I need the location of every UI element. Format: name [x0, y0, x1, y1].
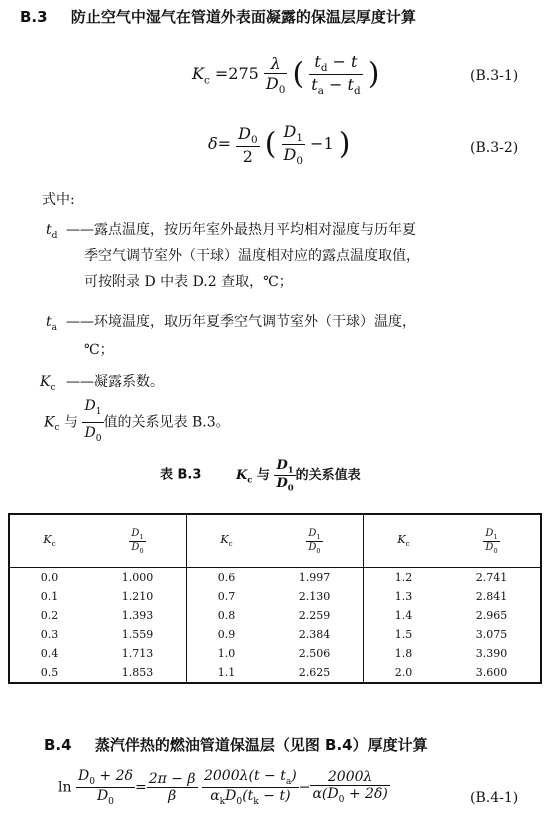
symbol: + 2δ)	[344, 786, 388, 803]
table-cell: 2.506	[266, 644, 363, 663]
table-cell: 1.853	[89, 663, 186, 683]
symbol: − t	[327, 52, 358, 71]
table-cell: 0.9	[217, 628, 236, 641]
where-label: 式中:	[42, 192, 75, 208]
symbol: α	[210, 787, 220, 804]
definition-td	[46, 220, 57, 246]
table-cell: 2.259	[266, 606, 363, 625]
table-cell: 2.0	[394, 666, 413, 679]
table-cell: 2.625	[266, 663, 363, 683]
fraction-surface-term	[310, 769, 389, 805]
symbol: D	[485, 541, 494, 553]
table-cell: 3.600	[475, 666, 508, 679]
header-kc	[186, 514, 266, 568]
fraction-denominator	[82, 422, 103, 449]
section-title: 蒸汽伴热的燃油管道保温层（见图 B.4）厚度计算	[94, 736, 428, 754]
table-cell: 1.1	[217, 666, 236, 679]
symbol: + 2δ	[94, 768, 133, 784]
table-cell: 2.841	[475, 590, 508, 603]
symbol: )	[291, 768, 297, 784]
symbol: D	[131, 527, 140, 539]
subscript: d	[320, 62, 328, 75]
fraction-denominator	[202, 787, 299, 807]
symbol: D	[276, 458, 288, 473]
table-cell: 0.2	[40, 609, 59, 622]
fraction-denominator	[306, 541, 322, 555]
table-cell: 3.075	[475, 628, 508, 641]
subscript: 0	[139, 546, 144, 555]
symbol: K	[397, 533, 406, 547]
subscript: 1	[316, 532, 321, 541]
symbol: D	[276, 475, 288, 491]
subscript: c	[247, 474, 253, 485]
right-paren: )	[338, 126, 351, 162]
subscript: c	[405, 539, 410, 549]
subscript: c	[51, 539, 56, 549]
fraction-denominator	[274, 475, 295, 493]
subscript: 1	[493, 532, 498, 541]
fraction-numerator	[274, 458, 295, 475]
symbol: K	[235, 467, 248, 483]
symbol: − t	[323, 75, 354, 95]
fraction-d0-over-2	[236, 124, 259, 166]
table-cell: 1.559	[89, 625, 186, 644]
table-cell: 2.965	[475, 609, 508, 622]
fraction-denominator	[309, 74, 362, 97]
formula-b3-2	[208, 122, 350, 167]
fraction-numerator: 2000λ	[327, 769, 373, 786]
table-cell: 0.1	[40, 590, 59, 603]
formula-symbol: K	[192, 64, 204, 84]
symbol: t	[314, 52, 321, 71]
symbol: D	[84, 424, 96, 441]
formula-b4-1	[58, 768, 390, 807]
subscript: c	[228, 539, 233, 549]
symbol: K	[44, 414, 55, 431]
subscript: k	[219, 796, 226, 807]
symbol: D	[308, 541, 317, 553]
fraction-denominator	[129, 541, 145, 555]
fraction-denominator: β	[147, 787, 198, 804]
header-ratio	[89, 514, 186, 568]
symbol: D	[238, 123, 251, 143]
section-b3-heading	[20, 6, 416, 27]
subscript: a	[317, 85, 324, 98]
table-row	[9, 587, 541, 606]
subscript: 0	[278, 83, 286, 96]
table-header-row	[9, 514, 541, 568]
fraction-numerator	[202, 768, 299, 787]
left-paren: (	[292, 56, 305, 92]
fraction-numerator: 2π − β	[148, 770, 196, 787]
subscript: c	[50, 382, 56, 393]
definition-ta-line-2: ℃；	[84, 342, 114, 358]
fraction-d1-over-d0	[274, 458, 295, 492]
fraction-denominator	[483, 541, 499, 555]
fraction-numerator	[76, 768, 135, 787]
section-b4-heading	[44, 734, 428, 755]
symbol: K	[43, 533, 52, 547]
table-row	[9, 568, 541, 588]
fraction-denominator	[310, 785, 389, 805]
minus-sign: −	[298, 779, 311, 796]
equation-number: (B.3-2)	[470, 140, 519, 156]
fraction-denominator	[76, 787, 135, 807]
relation-note	[44, 396, 230, 449]
table-cell: 0.4	[40, 647, 59, 660]
definition-td-line-3: 可按附录 D 中表 D.2 查取，℃；	[84, 274, 293, 290]
table-cell: 1.210	[89, 587, 186, 606]
caption-text	[235, 458, 361, 493]
fraction-numerator: λ	[270, 53, 281, 73]
right-paren: )	[367, 56, 380, 92]
fraction-denominator	[264, 73, 287, 96]
text: 的关系值表	[295, 467, 361, 483]
table-row	[9, 644, 541, 663]
table-cell: 0.3	[40, 628, 59, 641]
table-row	[9, 606, 541, 625]
fraction-numerator	[82, 396, 103, 422]
table-cell: 0.0	[40, 571, 59, 584]
subscript: 0	[250, 133, 258, 146]
subscript: a	[285, 776, 292, 787]
table-cell: 1.3	[394, 590, 413, 603]
symbol: D	[77, 768, 90, 784]
fraction-lambda-over-d0	[264, 54, 287, 96]
section-number: B.3	[20, 8, 48, 26]
table-cell: 1.393	[89, 606, 186, 625]
formula-tail: −1	[310, 134, 334, 154]
fraction-angle	[147, 771, 198, 804]
formula-symbol: δ=	[208, 134, 232, 154]
fraction-d1-over-d0	[306, 528, 322, 555]
equals-sign: =	[134, 779, 147, 796]
subscript: 0	[316, 546, 321, 555]
table-cell: 0.7	[217, 590, 236, 603]
section-number: B.4	[44, 736, 72, 754]
table-cell: 1.0	[217, 647, 236, 660]
header-kc	[363, 514, 443, 568]
subscript: 1	[95, 406, 102, 417]
table-cell: 1.713	[89, 644, 186, 663]
definition-kc	[40, 372, 56, 398]
subscript: 0	[338, 795, 345, 806]
definition-td-line-2: 季空气调节室外（干球）温度相对应的露点温度取值，	[84, 248, 420, 264]
fraction-numerator	[306, 528, 322, 541]
subscript: 0	[95, 433, 102, 444]
fraction-d1-over-d0	[129, 528, 145, 555]
section-title: 防止空气中湿气在管道外表面凝露的保温层厚度计算	[70, 8, 416, 26]
text: 值的关系见表 B.3。	[103, 414, 230, 431]
table-row	[9, 625, 541, 644]
subscript: a	[51, 322, 58, 333]
subscript: 0	[493, 546, 498, 555]
subscript: 1	[139, 532, 144, 541]
subscript: 0	[296, 155, 303, 168]
table-cell: 1.8	[394, 647, 413, 660]
symbol: D	[96, 787, 109, 804]
left-paren: (	[264, 126, 277, 162]
symbol: α(D	[312, 786, 339, 803]
table-cell: 1.5	[394, 628, 413, 641]
definition-td-line-1: ——露点温度，按历年室外最热月平均相对湿度与历年夏	[66, 222, 416, 238]
subscript: c	[54, 423, 60, 434]
symbol: D	[265, 73, 279, 93]
symbol: t	[311, 75, 318, 95]
fraction-numerator	[129, 528, 145, 541]
symbol: K	[220, 533, 229, 547]
definition-ta	[46, 312, 57, 338]
subscript: d	[353, 85, 361, 98]
table-cell: 0.6	[217, 571, 236, 584]
equation-number: (B.4-1)	[470, 790, 519, 806]
table-cell: 0.8	[217, 609, 236, 622]
subscript: 1	[287, 464, 294, 475]
subscript: 0	[108, 796, 114, 807]
table-caption	[160, 458, 361, 492]
fraction-d1-over-d0	[282, 122, 305, 167]
table-cell: 1.2	[394, 571, 413, 584]
subscript: k	[253, 796, 259, 807]
symbol: D	[84, 398, 96, 414]
fraction-numerator	[236, 124, 259, 146]
symbol: D	[485, 527, 494, 539]
fraction-heat-term	[202, 768, 299, 807]
subscript: d	[51, 230, 58, 241]
fraction-d1-over-d0	[483, 528, 499, 555]
symbol: D	[283, 145, 297, 165]
table-cell: 1.4	[394, 609, 413, 622]
caption-label: 表 B.3	[160, 467, 202, 483]
symbol: 2000λ(t − t	[203, 768, 286, 784]
subscript: 0	[236, 796, 243, 807]
fraction-outer-over-inner-diameter	[76, 768, 135, 807]
definition-ta-line-1: ——环境温度，取历年夏季空气调节室外（干球）温度，	[66, 314, 416, 330]
kc-ratio-table	[8, 513, 542, 684]
symbol: t	[46, 314, 52, 330]
symbol: t	[46, 222, 52, 238]
table-row	[9, 663, 541, 683]
symbol: K	[40, 374, 51, 390]
fraction-numerator	[483, 528, 499, 541]
subscript: 0	[89, 776, 95, 787]
fraction-numerator	[309, 52, 362, 74]
table-cell: 0.5	[40, 666, 59, 679]
ln-operator: ln	[58, 779, 72, 796]
table-cell: 1.000	[89, 568, 186, 588]
table-cell: 2.741	[475, 571, 508, 584]
header-ratio	[443, 514, 541, 568]
symbol: D	[225, 787, 237, 804]
equation-number: (B.3-1)	[470, 68, 519, 84]
formula-subscript: c	[203, 74, 210, 87]
table-cell: 1.997	[266, 568, 363, 588]
text: 与	[59, 414, 83, 431]
symbol: (t	[242, 787, 254, 804]
header-kc	[9, 514, 89, 568]
subscript: 1	[296, 132, 303, 145]
symbol: − t)	[258, 787, 291, 804]
formula-b3-1	[192, 52, 379, 97]
definition-kc-line-1: ——凝露系数。	[66, 374, 164, 390]
header-ratio	[266, 514, 363, 568]
fraction-d1-over-d0	[82, 396, 103, 449]
fraction-denominator	[282, 144, 305, 167]
fraction-denominator: 2	[236, 146, 259, 166]
table-cell: 2.130	[266, 587, 363, 606]
subscript: 0	[287, 482, 294, 493]
text: 与	[252, 467, 275, 483]
fraction-temperature	[309, 52, 362, 97]
table-cell: 3.390	[475, 647, 508, 660]
symbol: D	[283, 122, 297, 141]
table-cell: 2.384	[266, 625, 363, 644]
formula-coefficient: =275	[214, 64, 259, 84]
symbol: D	[131, 541, 140, 553]
fraction-numerator	[282, 122, 305, 144]
symbol: D	[308, 527, 317, 539]
